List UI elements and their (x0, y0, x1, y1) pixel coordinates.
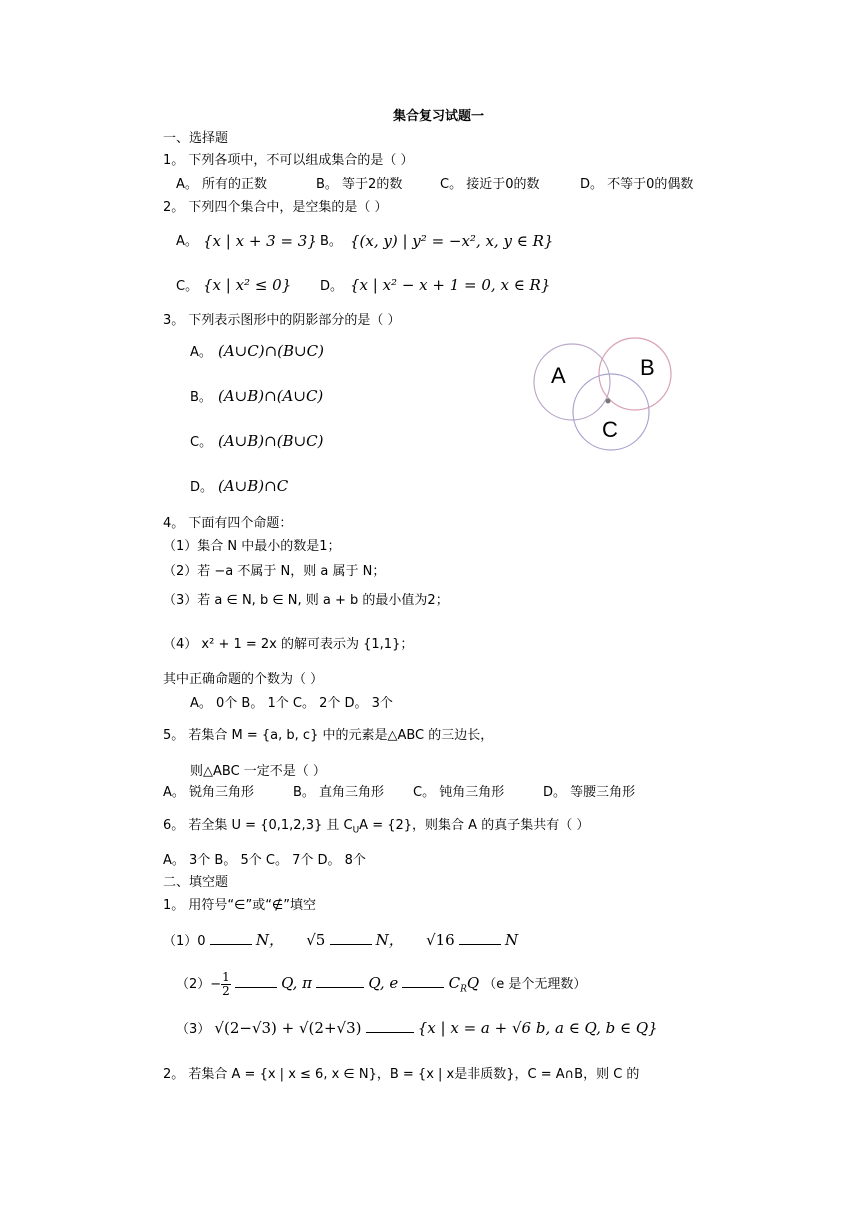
question-1-option-b: B。 等于2的数 (316, 177, 403, 192)
fill-1-l1-b2: N， (375, 931, 404, 949)
question-3-option-b: (A∪B)∩(A∪C) (218, 387, 324, 405)
question-4-stem: 4。 下面有四个命题： (163, 516, 293, 531)
question-3-option-c: (A∪B)∩(B∪C) (218, 432, 324, 450)
question-3-stem: 3。 下列表示图形中的阴影部分的是（ ） (163, 313, 401, 328)
question-6-stem-tail: A = {2}，则集合 A 的真子集共有（ ） (359, 818, 590, 833)
question-2-option-a-label: A。 (176, 234, 198, 249)
question-2-option-d-label: D。 (320, 279, 344, 294)
question-4-options: A。 0个 B。 1个 C。 2个 D。 3个 (190, 696, 393, 711)
fill-1-l2-a: Q, π (281, 974, 313, 992)
fill-blank[interactable] (366, 1018, 414, 1033)
question-4-prop-3: （3）若 a ∈ N, b ∈ N, 则 a + b 的最小值为2； (163, 593, 449, 608)
venn-circle-a (534, 344, 610, 420)
fill-1-l2-c2: Q (466, 974, 480, 992)
fill-1-l3-pre: （3） (176, 1022, 211, 1037)
question-6-stem-head: 6。 若全集 U = {0,1,2,3} 且 C (163, 818, 353, 833)
question-2-stem: 2。 下列四个集合中，是空集的是（ ） (163, 200, 388, 215)
question-6-stem (163, 817, 589, 840)
fill-1-l1-a2: N， (255, 931, 284, 949)
fill-1-l3-set: {x | x = a + √6 b, a ∈ Q, b ∈ Q} (417, 1019, 658, 1037)
section-heading-choice: 一、选择题 (163, 131, 229, 146)
question-4-ask: 其中正确命题的个数为（ ） (163, 672, 324, 687)
question-1-option-a: A。 所有的正数 (176, 177, 268, 192)
fraction-denominator: 2 (222, 984, 230, 998)
question-4-prop-4: （4） x² + 1 = 2x 的解可表示为 {1,1}； (163, 637, 414, 652)
fraction-numerator: 1 (222, 970, 230, 984)
question-1-stem: 1。 下列各项中，不可以组成集合的是（ ） (163, 153, 414, 168)
question-3-option-a: (A∪C)∩(B∪C) (218, 342, 324, 360)
fill-blank[interactable] (316, 973, 364, 988)
fill-1-l1-b: √5 (306, 931, 326, 949)
question-2-option-a: {x | x + 3 = 3} (203, 232, 317, 250)
question-5-option-c: C。 钝角三角形 (413, 785, 505, 800)
question-2-option-c: {x | x² ≤ 0} (203, 276, 292, 294)
fill-blank[interactable] (402, 973, 444, 988)
fill-1-line-2 (176, 968, 586, 1005)
question-3-option-b-label: B。 (190, 390, 212, 405)
venn-label-a: A (551, 363, 566, 388)
venn-label-c: C (602, 417, 618, 442)
fill-blank[interactable] (459, 930, 501, 945)
question-5-option-a: A。 锐角三角形 (163, 785, 255, 800)
question-5-stem-2: 则△ABC 一定不是（ ） (190, 764, 326, 779)
fraction (221, 971, 231, 998)
fill-1-l1-c2: N (505, 931, 519, 949)
section-heading-fill: 二、填空题 (163, 875, 229, 890)
fill-1-line-3 (176, 1018, 658, 1039)
fill-1-l2-pre: （2）− (176, 977, 222, 992)
page-title: 集合复习试题一 (393, 109, 485, 124)
fill-1-l2-c: C (448, 974, 461, 992)
fill-1-l2-note: （e 是个无理数） (483, 977, 587, 992)
fill-1-line-1 (163, 930, 518, 951)
fill-1-l3-expr: √(2−√3) + √(2+√3) (214, 1019, 362, 1037)
venn-label-b: B (640, 355, 655, 380)
fill-blank[interactable] (235, 973, 277, 988)
fill-2-stem: 2。 若集合 A = {x | x ≤ 6, x ∈ N}，B = {x | x是非质数}，C = A∩B，则 C 的 (163, 1067, 640, 1082)
venn-center-mark (606, 399, 611, 404)
question-2-option-b-label: B。 (320, 234, 342, 249)
question-3-option-d-label: D。 (190, 480, 214, 495)
question-2-option-b: {(x, y) | y² = −x², x, y ∈ R} (350, 232, 554, 250)
question-2-option-c-label: C。 (176, 279, 199, 294)
fill-1-l2-b: Q, e (368, 974, 399, 992)
question-5-stem: 5。 若集合 M = {a, b, c} 中的元素是△ABC 的三边长， (163, 728, 494, 743)
question-3-option-c-label: C。 (190, 435, 213, 450)
fill-blank[interactable] (210, 930, 252, 945)
question-6-options: A。 3个 B。 5个 C。 7个 D。 8个 (163, 853, 366, 868)
question-3-option-d: (A∪B)∩C (218, 477, 289, 495)
question-4-prop-2: （2）若 −a 不属于 N，则 a 属于 N； (163, 564, 386, 579)
question-4-prop-1: （1）集合 N 中最小的数是1； (163, 539, 341, 554)
question-1-option-c: C。 接近于0的数 (440, 177, 540, 192)
fill-1-stem: 1。 用符号“∈”或“∉”填空 (163, 898, 316, 913)
question-1-option-d: D。 不等于0的偶数 (580, 177, 694, 192)
question-3-option-a-label: A。 (190, 345, 212, 360)
question-2-option-d: {x | x² − x + 1 = 0, x ∈ R} (350, 276, 551, 294)
question-6-stem-sub: U (352, 825, 360, 836)
question-5-option-d: D。 等腰三角形 (543, 785, 636, 800)
venn-diagram (530, 330, 720, 460)
fill-blank[interactable] (330, 930, 372, 945)
fill-1-l1-c: √16 (426, 931, 455, 949)
fill-1-l2-c-sub: R (460, 984, 467, 995)
question-5-option-b: B。 直角三角形 (293, 785, 385, 800)
fill-1-l1-a: （1）0 (163, 934, 206, 949)
